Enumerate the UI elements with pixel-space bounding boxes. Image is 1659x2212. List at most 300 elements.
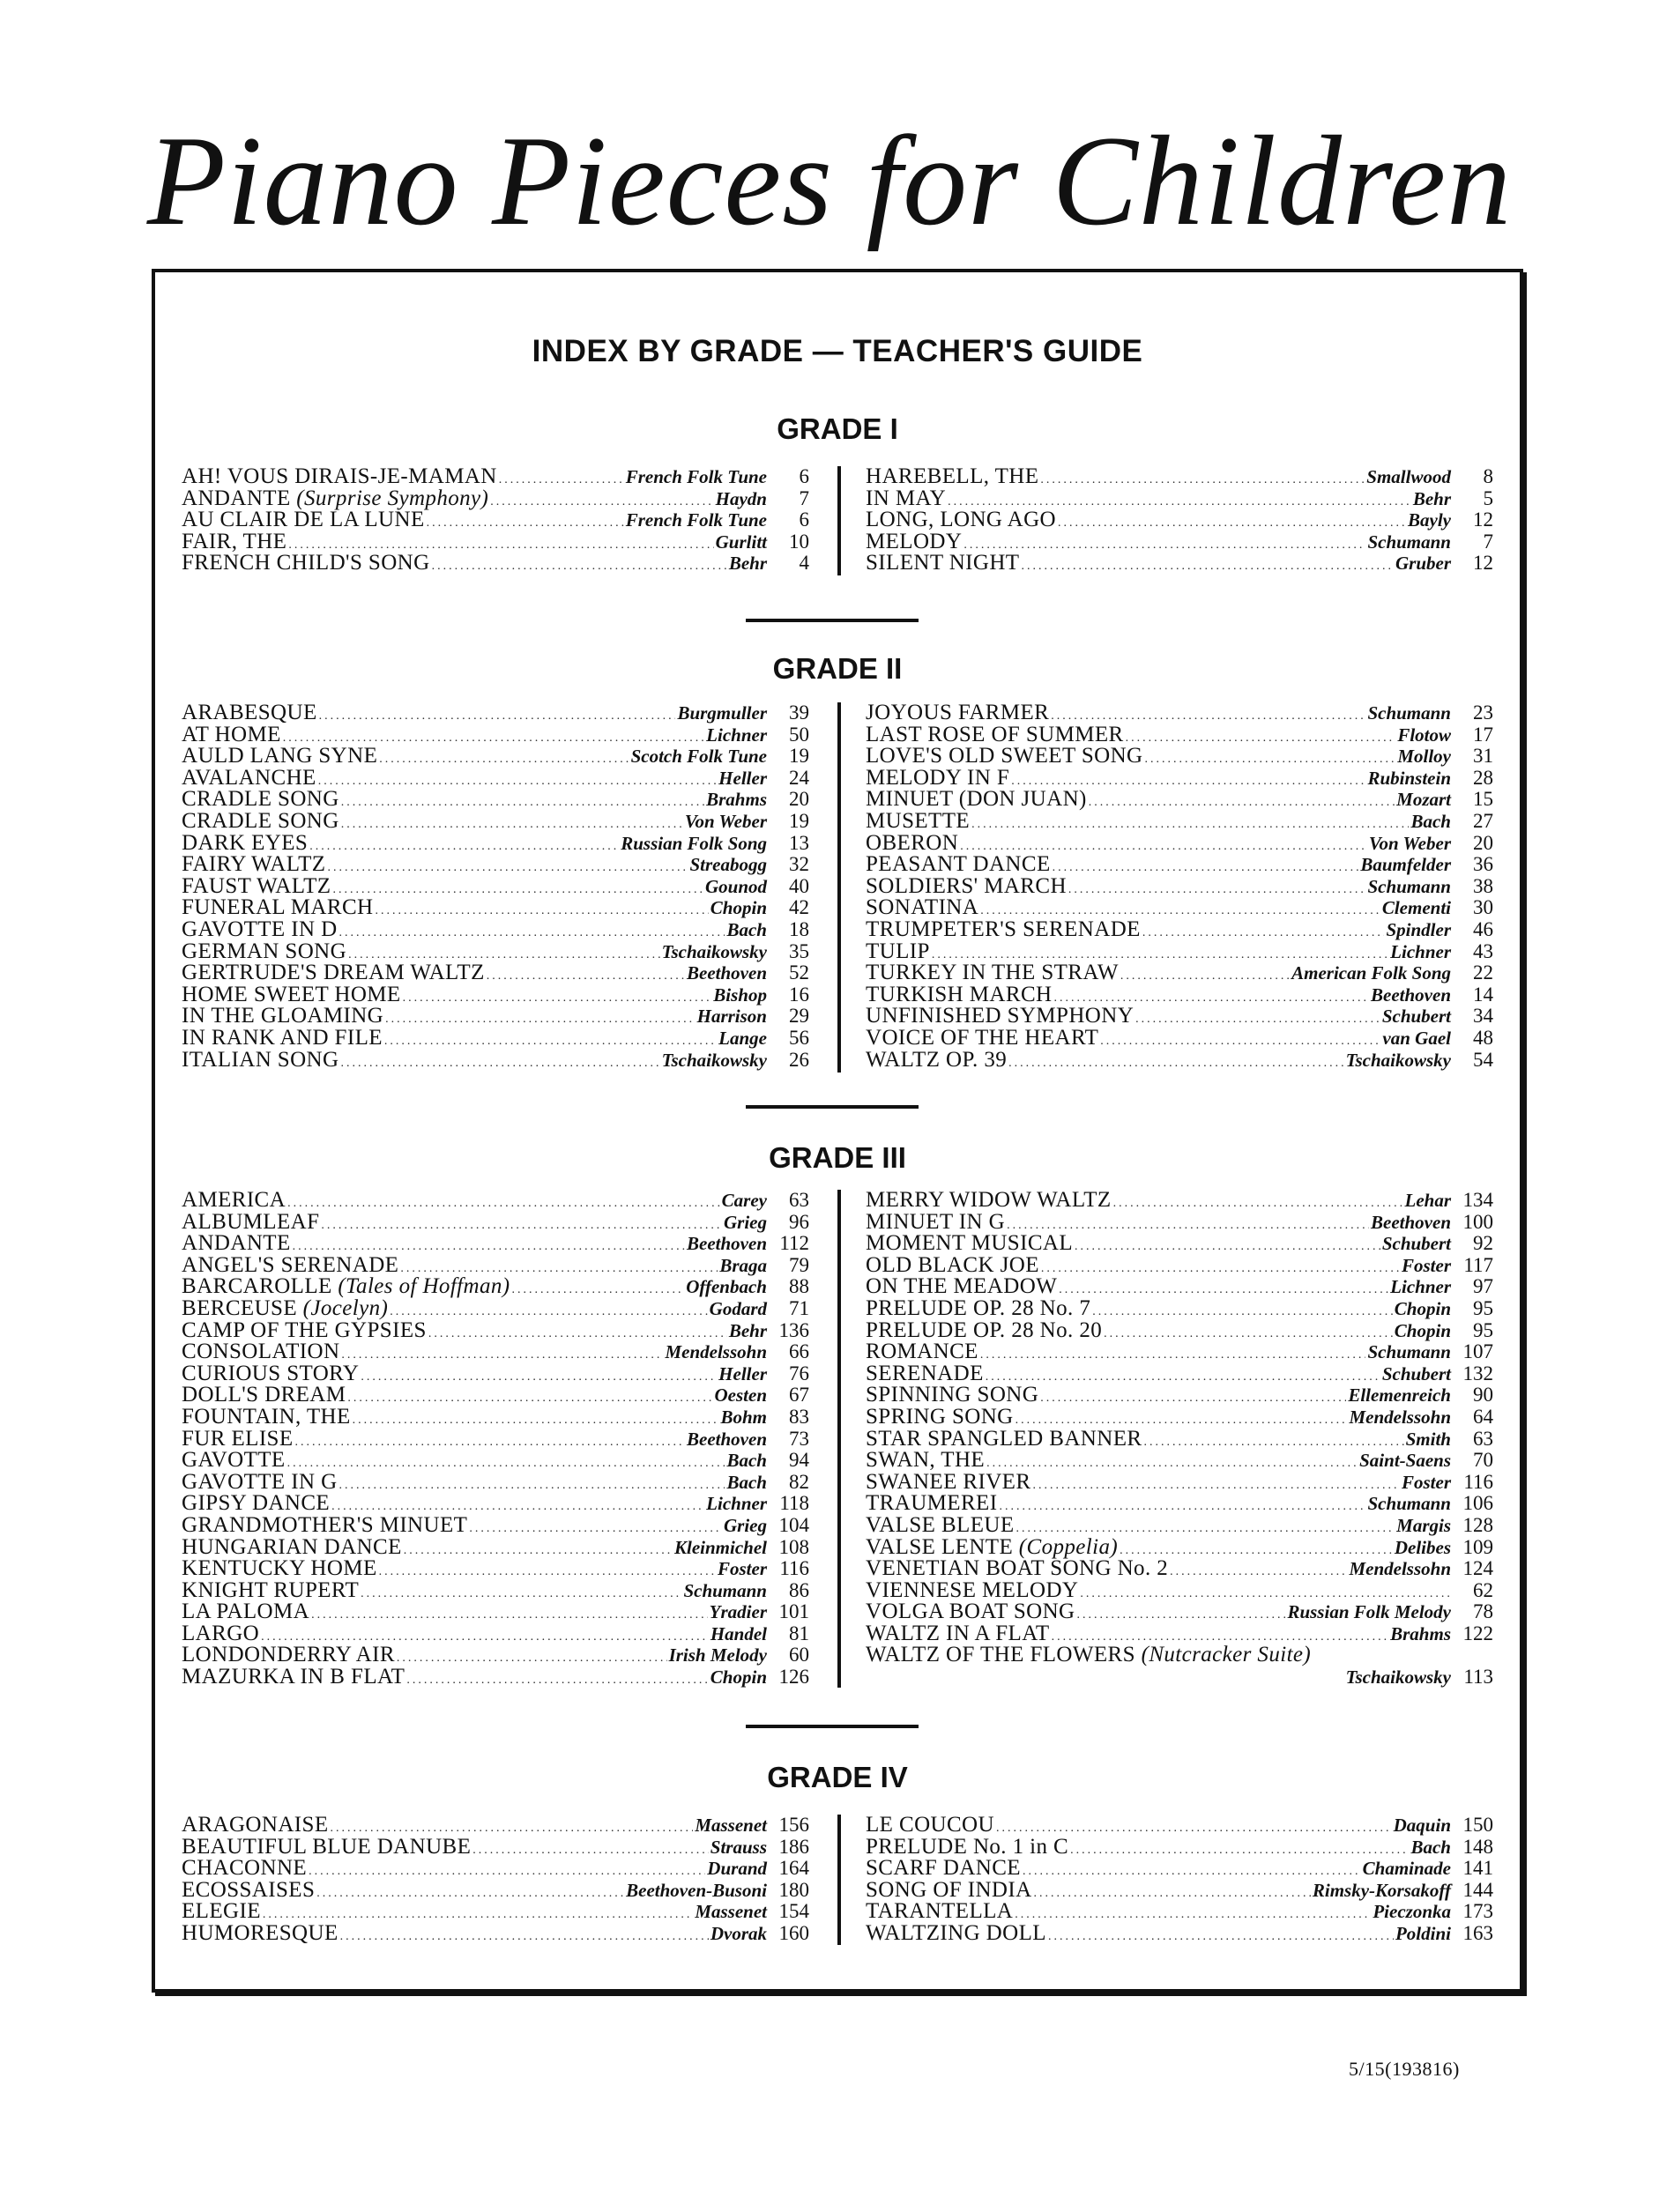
page-number: 82: [789, 1470, 809, 1493]
dot-leader: [1021, 556, 1394, 578]
composer-name: Behr: [1412, 487, 1451, 509]
page-number: 124: [1462, 1557, 1493, 1580]
index-entry: [866, 765, 1493, 790]
composer-name: Grieg: [724, 1514, 767, 1536]
dot-leader: [361, 1367, 717, 1389]
index-entry: [182, 1469, 809, 1494]
piece-title: ANGEL'S SERENADE: [182, 1252, 399, 1277]
index-entry: [866, 1666, 1493, 1689]
page-number: 63: [789, 1189, 809, 1211]
piece-title: LA PALOMA: [182, 1600, 310, 1624]
piece-title: HUMORESQUE: [182, 1920, 338, 1945]
piece-title: VOICE OF THE HEART: [866, 1025, 1099, 1050]
index-entry: [182, 941, 809, 963]
index-entry: [182, 1834, 809, 1859]
composer-name: Handel: [710, 1622, 767, 1644]
dot-leader: [1170, 1562, 1347, 1584]
composer-name: Schubert: [1381, 1006, 1451, 1028]
dot-leader: [432, 556, 727, 578]
dot-leader: [980, 1345, 1366, 1367]
dot-leader: [1089, 792, 1395, 814]
page-number: 5: [1483, 486, 1493, 509]
page-number: 173: [1462, 1900, 1493, 1923]
dot-leader: [487, 966, 685, 988]
composer-name: Brahms: [706, 789, 767, 811]
index-entry: [866, 1601, 1493, 1623]
composer-name: Foster: [717, 1558, 767, 1580]
dot-leader: [341, 1345, 663, 1367]
index-frame: [152, 269, 1523, 1993]
page-number: 134: [1462, 1189, 1493, 1211]
composer-name: Burgmuller: [677, 702, 767, 724]
index-entry: [182, 746, 809, 768]
composer-name: Tschaikowsky: [661, 1049, 767, 1071]
piece-title: GERTRUDE'S DREAM WALTZ: [182, 961, 485, 985]
page-number: 86: [789, 1578, 809, 1601]
dot-leader: [499, 470, 624, 492]
composer-name: Haydn: [715, 487, 767, 509]
index-entry: [182, 962, 809, 984]
dot-leader: [971, 814, 1409, 836]
index-entry: [866, 808, 1493, 833]
dot-leader: [319, 706, 676, 728]
index-entry: [182, 919, 809, 941]
page-number: 62: [1473, 1578, 1493, 1601]
dot-leader: [1068, 880, 1366, 902]
piece-title: OBERON: [866, 830, 959, 855]
piece-title: AT HOME: [182, 722, 281, 746]
piece-title: TARANTELLA: [866, 1899, 1014, 1924]
page-number: 39: [789, 701, 809, 724]
composer-name: Flotow: [1397, 724, 1451, 746]
composer-name: Lichner: [1390, 1276, 1451, 1298]
piece-title: MERRY WIDOW WALTZ: [866, 1188, 1112, 1212]
piece-subtitle: (Jocelyn): [302, 1295, 389, 1320]
piece-title: ELEGIE: [182, 1899, 261, 1924]
index-entry: [866, 702, 1493, 724]
piece-title: TULIP: [866, 939, 930, 963]
composer-name: Bohm: [720, 1406, 767, 1428]
page-number: 156: [778, 1814, 809, 1836]
dot-leader: [287, 1193, 720, 1215]
page-number: 116: [1463, 1470, 1493, 1493]
index-entry: [866, 962, 1493, 984]
composer-name: Schumann: [1367, 1493, 1451, 1515]
composer-name: Saint-Saens: [1359, 1450, 1451, 1472]
page-number: 64: [1473, 1405, 1493, 1428]
piece-title: DOLL'S DREAM: [182, 1383, 346, 1407]
composer-name: Mozart: [1396, 789, 1451, 811]
page-title: Piano Pieces for Children: [146, 109, 1513, 252]
composer-name: Bach: [726, 1450, 767, 1472]
piece-title: CHACONNE: [182, 1856, 308, 1881]
page-number: 92: [1473, 1232, 1493, 1255]
composer-name: Molloy: [1397, 746, 1451, 768]
index-entry: [182, 1252, 809, 1277]
page-number: 73: [789, 1427, 809, 1450]
index-entry: [866, 830, 1493, 855]
composer-name: Schumann: [1367, 531, 1451, 553]
dot-leader: [1070, 1840, 1409, 1862]
composer-name: Heller: [718, 767, 767, 789]
piece-title: SONATINA: [866, 895, 979, 920]
composer-name: Scotch Folk Tune: [630, 746, 767, 768]
dot-leader: [397, 1648, 667, 1670]
dot-leader: [1100, 1031, 1380, 1053]
dot-leader: [347, 1388, 712, 1410]
composer-name: Dvorak: [710, 1922, 767, 1944]
piece-title: AU CLAIR DE LA LUNE: [182, 508, 425, 532]
index-entry: [182, 765, 809, 790]
composer-name: Strauss: [710, 1836, 767, 1858]
dot-leader: [406, 1670, 708, 1692]
page-number: 19: [789, 809, 809, 832]
page-number: 12: [1473, 508, 1493, 531]
index-entry: [866, 1577, 1493, 1602]
dot-leader: [340, 1926, 709, 1948]
composer-name: Schubert: [1381, 1362, 1451, 1384]
piece-title: IN MAY: [866, 486, 947, 510]
index-entry: [866, 553, 1493, 575]
piece-title: LAST ROSE OF SUMMER: [866, 722, 1124, 746]
dot-leader: [1015, 1904, 1371, 1926]
piece-title: SPRING SONG: [866, 1404, 1014, 1429]
page-number: 100: [1462, 1210, 1493, 1233]
dot-leader: [986, 1367, 1380, 1389]
page-number: 76: [789, 1362, 809, 1384]
page-number: 19: [789, 745, 809, 768]
catalog-code: 5/15(193816): [1349, 2058, 1460, 2080]
grade-heading: GRADE IV: [767, 1761, 908, 1793]
index-entry: [866, 1644, 1493, 1666]
index-entry: [866, 1450, 1493, 1472]
page-number: 8: [1483, 465, 1493, 487]
column-divider: [837, 1190, 841, 1688]
index-entry: [182, 1233, 809, 1255]
page-number: 18: [789, 917, 809, 940]
page-number: 107: [1462, 1340, 1493, 1363]
dot-leader: [1145, 749, 1396, 771]
index-entry: [182, 1295, 809, 1320]
dot-leader: [341, 792, 704, 814]
piece-title: GAVOTTE: [182, 1448, 286, 1473]
page-number: 17: [1473, 723, 1493, 746]
index-entry: [866, 854, 1493, 876]
composer-name: Bishop: [713, 984, 767, 1006]
composer-name: Lange: [718, 1027, 767, 1049]
page-number: 34: [1473, 1005, 1493, 1028]
index-entry: [866, 1047, 1493, 1072]
page-number: 32: [789, 853, 809, 876]
dot-leader: [1059, 1280, 1388, 1302]
index-entry: [182, 1601, 809, 1623]
piece-title: VOLGA BOAT SONG: [866, 1600, 1075, 1624]
composer-name: Clementi: [1381, 897, 1451, 919]
piece-subtitle: (Coppelia): [1018, 1534, 1119, 1559]
piece-title: UNFINISHED SYMPHONY: [866, 1004, 1135, 1028]
page-number: 24: [789, 766, 809, 789]
composer-name: Beethoven: [687, 1233, 767, 1255]
page-number: 94: [789, 1449, 809, 1472]
page-number: 13: [789, 831, 809, 854]
composer-name: Delibes: [1394, 1536, 1451, 1558]
piece-title: OLD BLACK JOE: [866, 1252, 1039, 1277]
piece-title: MAZURKA IN B FLAT: [182, 1665, 405, 1689]
dot-leader: [1092, 1302, 1393, 1324]
page-number: 154: [778, 1900, 809, 1923]
index-entry: [866, 746, 1493, 768]
page-number: 88: [789, 1275, 809, 1298]
index-entry: [866, 789, 1493, 811]
dot-leader: [339, 1475, 725, 1497]
composer-name: Massenet: [695, 1901, 767, 1923]
page-number: 50: [789, 723, 809, 746]
dot-leader: [1135, 1009, 1380, 1031]
composer-name: Beethoven-Busoni: [626, 1879, 767, 1901]
page-number: 6: [799, 465, 809, 487]
piece-title: LE COUCOU: [866, 1813, 994, 1837]
index-entry: [866, 1815, 1493, 1837]
index-entry: [866, 1320, 1493, 1342]
piece-title: SERENADE: [866, 1361, 984, 1385]
index-entry: [866, 1512, 1493, 1537]
index-entry: [866, 1877, 1493, 1902]
page-number: 70: [1473, 1449, 1493, 1472]
composer-name: Baumfelder: [1360, 854, 1451, 876]
piece-title: AH! VOUS DIRAIS-JE-MAMAN: [182, 464, 497, 488]
grade-1-left-column: [182, 466, 809, 575]
page-number: 67: [789, 1384, 809, 1407]
index-entry: [182, 1276, 809, 1298]
grade-4-right-column: [866, 1815, 1493, 1945]
composer-name: Ellemenreich: [1348, 1384, 1451, 1407]
piece-title: SCARF DANCE: [866, 1856, 1021, 1881]
index-entry: [182, 1006, 809, 1028]
piece-title: SWANEE RIVER: [866, 1469, 1031, 1494]
index-entry: [866, 488, 1493, 510]
composer-name: Lehar: [1404, 1190, 1451, 1211]
composer-name: Russian Folk Melody: [1287, 1601, 1451, 1623]
composer-name: Mendelssohn: [1349, 1558, 1451, 1580]
composer-name: Behr: [728, 553, 767, 575]
index-entry: [182, 1209, 809, 1234]
page-number: 108: [778, 1535, 809, 1558]
index-entry: [866, 1363, 1493, 1385]
page-number: 117: [1463, 1253, 1493, 1276]
column-divider: [837, 702, 841, 1073]
page-number: 60: [789, 1644, 809, 1666]
piece-title: MELODY IN F: [866, 765, 1010, 790]
page-number: 40: [789, 874, 809, 897]
composer-name: Mendelssohn: [665, 1341, 767, 1363]
index-entry: [866, 724, 1493, 746]
page-number: 63: [1473, 1427, 1493, 1450]
composer-name: Heller: [718, 1362, 767, 1384]
composer-name: van Gael: [1382, 1027, 1451, 1049]
page-number: 78: [1473, 1600, 1493, 1623]
composer-name: Von Weber: [684, 810, 767, 832]
composer-name: Brahms: [1390, 1622, 1451, 1644]
composer-name: Oesten: [714, 1384, 767, 1407]
dot-leader: [404, 1540, 673, 1563]
composer-name: Yradier: [709, 1601, 767, 1623]
dot-leader: [311, 1605, 708, 1627]
composer-name: Bayly: [1408, 509, 1451, 531]
page-number: 26: [789, 1048, 809, 1071]
page-number: 56: [789, 1026, 809, 1049]
composer-name: Schumann: [1367, 875, 1451, 897]
page-number: 101: [778, 1600, 809, 1623]
composer-name: Offenbach: [686, 1276, 767, 1298]
dot-leader: [1040, 1388, 1346, 1410]
grade-3-right-column: [866, 1190, 1493, 1689]
page-number: 128: [1462, 1513, 1493, 1536]
page-number: 136: [778, 1318, 809, 1341]
dot-leader: [1104, 1324, 1393, 1346]
piece-title: MUSETTE: [866, 808, 971, 833]
page-number: 180: [778, 1878, 809, 1901]
composer-name: Chaminade: [1362, 1858, 1451, 1880]
dot-leader: [1034, 1883, 1311, 1905]
page-number: 71: [789, 1296, 809, 1319]
page-number: 109: [1462, 1535, 1493, 1558]
piece-title: TRUMPETER'S SERENADE: [866, 917, 1141, 941]
index-entry: [866, 1190, 1493, 1212]
page-number: 42: [789, 896, 809, 919]
page-number: 27: [1473, 809, 1493, 832]
index-entry: [182, 1384, 809, 1407]
index-entry: [182, 1426, 809, 1451]
index-entry: [182, 1493, 809, 1515]
index-entry: [866, 941, 1493, 963]
column-divider: [837, 466, 841, 575]
section-separator: [746, 1725, 919, 1728]
index-entry: [866, 1920, 1493, 1945]
dot-leader: [316, 1883, 624, 1905]
index-entry: [182, 1534, 809, 1559]
index-entry: [866, 1623, 1493, 1645]
piece-title: CURIOUS STORY: [182, 1361, 360, 1385]
piece-title: LONG, LONG AGO: [866, 508, 1057, 532]
index-entry: [866, 1233, 1493, 1255]
composer-name: Tschaikowsky: [1345, 1049, 1451, 1071]
page-number: 28: [1473, 766, 1493, 789]
composer-name: Gruber: [1395, 553, 1451, 575]
piece-title: MINUET IN G: [866, 1209, 1006, 1234]
piece-title: IN THE GLOAMING: [182, 1004, 384, 1028]
composer-name: Bach: [1410, 810, 1451, 832]
page-number: 186: [778, 1835, 809, 1858]
composer-name: Smallwood: [1366, 466, 1451, 487]
index-entry: [182, 1404, 809, 1429]
piece-title: BERCEUSE (Jocelyn): [182, 1295, 389, 1320]
composer-name: Margis: [1396, 1514, 1451, 1536]
composer-name: Godard: [709, 1297, 767, 1319]
page-number: 30: [1473, 896, 1493, 919]
piece-title: GIPSY DANCE: [182, 1491, 331, 1516]
composer-name: Gurlitt: [715, 531, 767, 553]
composer-name: Foster: [1401, 1471, 1451, 1493]
index-entry: [182, 1577, 809, 1602]
piece-title: FAIR, THE: [182, 529, 287, 553]
composer-name: Schumann: [1367, 1341, 1451, 1363]
page-number: 12: [1473, 552, 1493, 575]
piece-title: PEASANT DANCE: [866, 852, 1051, 877]
dot-leader: [1126, 728, 1396, 750]
composer-name: Spindler: [1386, 918, 1451, 940]
piece-title: SPINNING SONG: [866, 1383, 1039, 1407]
page-number: 7: [799, 486, 809, 509]
dot-leader: [403, 988, 712, 1010]
page-number: 79: [789, 1253, 809, 1276]
piece-title: SONG OF INDIA: [866, 1877, 1032, 1902]
index-entry: [182, 1666, 809, 1689]
composer-name: Harrison: [696, 1006, 767, 1028]
piece-title: DARK EYES: [182, 830, 309, 855]
index-entry: [866, 1341, 1493, 1363]
dot-leader: [986, 1453, 1358, 1475]
piece-title: AVALANCHE: [182, 765, 316, 790]
composer-name: Pieczonka: [1373, 1901, 1451, 1923]
index-entry: [182, 897, 809, 919]
page-number: 112: [779, 1232, 809, 1255]
index-entry: [182, 808, 809, 833]
piece-title: CRADLE SONG: [182, 808, 339, 833]
piece-title: VIENNESE MELODY: [866, 1577, 1079, 1602]
dot-leader: [1142, 923, 1385, 945]
grade-heading: GRADE II: [772, 652, 903, 685]
page-number: 6: [799, 508, 809, 531]
piece-title: MOMENT MUSICAL: [866, 1231, 1074, 1256]
page-number: 23: [1473, 701, 1493, 724]
piece-title: HOME SWEET HOME: [182, 982, 401, 1006]
piece-title: CRADLE SONG: [182, 787, 339, 812]
index-entry: [866, 1404, 1493, 1429]
composer-name: American Folk Song: [1291, 962, 1451, 984]
composer-name: Schumann: [683, 1579, 767, 1601]
index-entry: [866, 1901, 1493, 1923]
index-entry: [866, 1558, 1493, 1580]
piece-subtitle: (Tales of Hoffman): [338, 1274, 510, 1299]
index-entry: [182, 830, 809, 855]
index-entry: [866, 873, 1493, 898]
composer-name: Beethoven: [1371, 984, 1451, 1006]
piece-title: LONDONDERRY AIR: [182, 1643, 395, 1667]
page-number: 16: [789, 983, 809, 1006]
piece-title: ECOSSAISES: [182, 1877, 316, 1902]
composer-name: Behr: [728, 1319, 767, 1341]
index-entry: [182, 1320, 809, 1342]
composer-name: Rubinstein: [1367, 767, 1451, 789]
dot-leader: [287, 1453, 725, 1475]
composer-name: Rimsky-Korsakoff: [1312, 1879, 1451, 1901]
composer-name: Schubert: [1381, 1233, 1451, 1255]
piece-title: FAUST WALTZ: [182, 873, 331, 898]
dot-leader: [1040, 470, 1365, 492]
piece-title: IN RANK AND FILE: [182, 1025, 383, 1050]
index-entry: [866, 1426, 1493, 1451]
index-entry: [866, 1252, 1493, 1277]
composer-name: French Folk Tune: [625, 509, 767, 531]
dot-leader: [332, 880, 703, 902]
dot-leader: [1077, 1605, 1286, 1627]
index-title: INDEX BY GRADE — TEACHER'S GUIDE: [532, 334, 1143, 368]
composer-name: Braga: [719, 1254, 767, 1276]
dot-leader: [321, 1215, 722, 1237]
piece-title: BARCAROLLE (Tales of Hoffman): [182, 1274, 510, 1299]
composer-name: Chopin: [1394, 1297, 1451, 1319]
composer-name: Tschaikowsky: [661, 940, 767, 962]
